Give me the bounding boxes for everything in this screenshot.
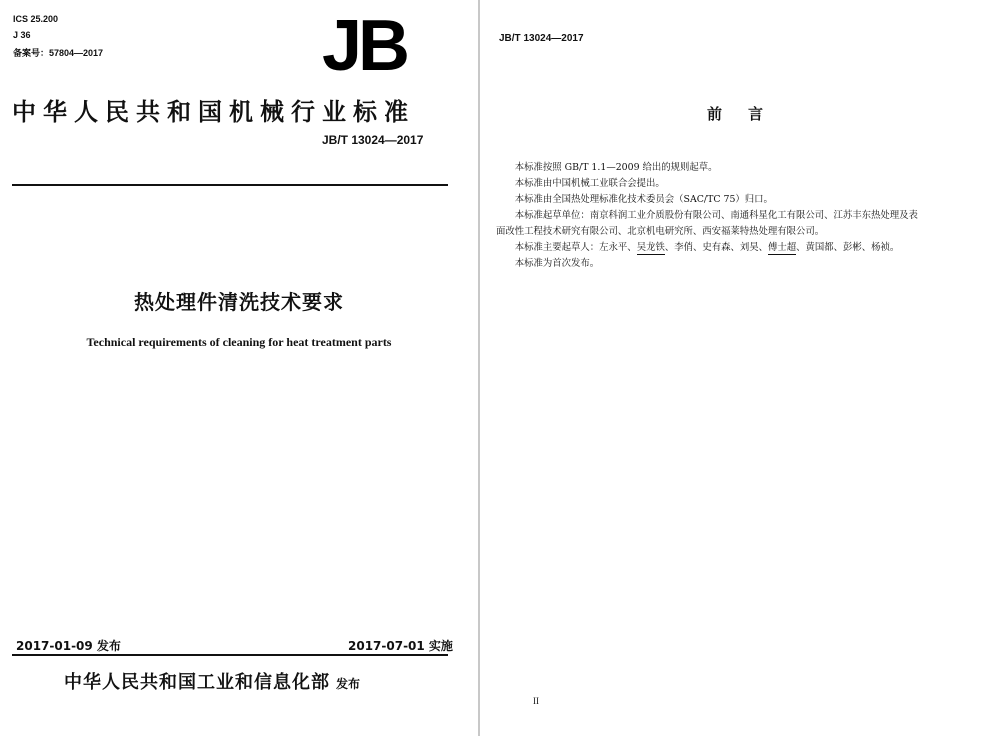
top-divider [12,184,448,186]
drafter-name-underlined: 傅士超 [767,242,797,253]
issuer-name: 中华人民共和国工业和信息化部 [64,672,330,693]
foreword-standard-code: JB/T 13024—2017 [499,33,584,44]
issue-date: 2017-01-09 发布 [16,639,121,653]
issuer [64,668,360,694]
page-number: II [533,696,539,706]
industry-standard-title: 中华人民共和国机械行业标准 [12,98,415,126]
foreword-paragraph: 本标准为首次发布。 [514,258,600,269]
foreword-heading: 前言 [707,105,790,123]
document-title-zh: 热处理件清洗技术要求 [134,290,344,314]
foreword-paragraph-continued: 面改性工程技术研究有限公司、北京机电研究所、西安福莱特热处理有限公司。 [496,226,825,237]
ics-code: ICS 25.200 [13,14,59,24]
foreword-paragraph: 本标准由全国热处理标准化技术委员会（SAC/TC 75）归口。 [514,194,773,205]
foreword-paragraph: 本标准起草单位：南京科润工业介质股份有限公司、南通科星化工有限公司、江苏丰东热处理及表 [514,210,918,221]
drafters-prefix: 本标准主要起草人：左永平、 [514,242,637,253]
jb-logo: JB [322,6,407,86]
drafter-name-underlined: 吴龙铁 [636,242,665,253]
issuer-suffix: 发布 [336,677,361,691]
ccs-code: J 36 [13,30,31,40]
effective-date: 2017-07-01 实施 [348,639,453,653]
foreword-body [496,160,978,272]
bottom-divider [12,654,448,656]
record-number: 备案号：57804—2017 [13,48,104,58]
foreword-drafters [496,240,978,256]
drafters-middle: 、李俏、史有森、刘昊、 [664,242,768,253]
drafters-suffix: 、黄国都、彭彬、杨祯。 [796,242,900,253]
standard-code: JB/T 13024—2017 [322,133,424,147]
foreword-paragraph: 本标准由中国机械工业联合会提出。 [514,178,665,189]
foreword-paragraph: 本标准按照 GB/T 1.1—2009 给出的规则起草。 [514,162,718,173]
cover-page [0,0,478,736]
document-title-en: Technical requirements of cleaning for heat treatment parts [86,335,392,349]
